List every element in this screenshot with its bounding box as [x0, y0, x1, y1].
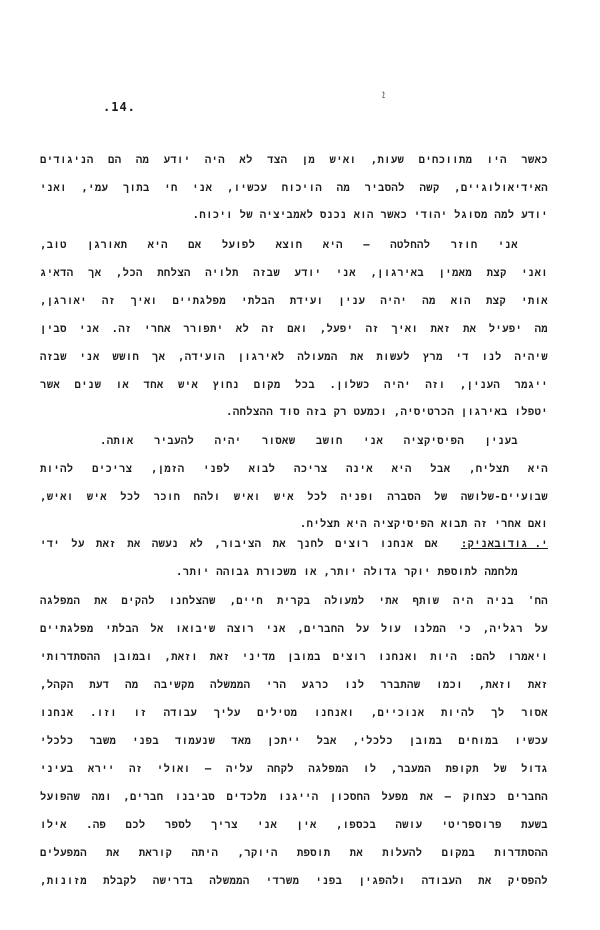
text-line: שבועיים-שלושה של הסברה ופניה לכל איש ואיש ולהח חוכר לכל איש ואיש,	[40, 491, 548, 503]
speaker-label: י. גודובאניק:	[460, 538, 548, 550]
corner-mark: ܐ	[382, 88, 386, 101]
text-line: ואני קצת מאמין באירגון, אני יודע שבזה תלויה הצלחת הכל, אך הדאיג	[40, 267, 548, 279]
text-line: יודע למה מסוגל יהודי כאשר הוא נכנס לאמביציה של ויכוח.	[192, 209, 548, 221]
text-line: ההסתדרות במקום להעלות את תוספת היוקר, היתה קוראת את המפעלים	[40, 847, 548, 859]
text-line: גדול של תקופת המעבר, לו המפלגה לקחה עליה – ואולי זה יירא בעיני	[40, 763, 548, 775]
text-line: הח' בניה היה שותף אתי למעולה בקרית חיים, שהצלחנו להקים את המפלגה	[40, 595, 548, 607]
text-line: אני חוזר להחלטה – היא חוצא לפועל אם היא תאורגן טוב,	[40, 239, 518, 251]
text-line: החברים כצחוק – את מפעל החסכון הייגנו מלכדים סביבנו חברים, ומה שהפועל	[40, 791, 548, 803]
text-line: אם אנחנו רוצים לחנך את הציבור, לא נעשה את זאת על ידי	[40, 538, 438, 550]
text-line: היא תצליח, אבל היא אינה צריכה לבוא לפני הזמן, צריכים להיות	[40, 463, 548, 475]
text-line: שיהיה לנו די מרץ לעשות את המעולה לאירגון הועידה, אך חושש אני שבזה	[40, 351, 548, 363]
text-line: עכשיו במוחים במובן כלכלי, אבל ייתכן מאד שנעמוד בפני משבר כלכלי	[40, 735, 548, 747]
text-line: זאת וזאת, וכמו שהתברר לנו כרגע הרי הממשלה מקשיבה מה דעת הקהל,	[40, 679, 548, 691]
text-line: ואם אחרי זה תבוא הפיסיקציה היא תצליח.	[299, 518, 548, 530]
text-line: מה יפעיל את זאת ואיך זה יפעל, ואם זה לא יתפורר אחרי זה. אני סבין	[40, 323, 548, 335]
text-line: האידיאולוגיים, קשה להסביר מה הויכוח עכשיו, אני חי בתוך עמי, ואני	[40, 182, 548, 194]
text-line: אותי קצת הוא מה יהיה ענין ועידת הבלתי מפלגתיים ואיך זה יאורגן,	[40, 295, 548, 307]
text-line: כאשר היו מתווכחים שעות, ואיש מן הצד לא היה יודע מה הם הניגודים	[40, 154, 548, 166]
text-line: בענין הפיסיקציה אני חושב שאסור יהיה להעביר אותה.	[100, 435, 518, 447]
text-line: מלחמה לתוספת יוקר גדולה יותר, או משכורת גבוהה יותר.	[176, 566, 518, 578]
text-line: להפסיק את העבודה ולהפגין בפני משרדי הממשלה בדרישה לקבלת מזונות,	[40, 875, 548, 887]
text-line: אסור לך להיות אנוכיים, ואנחנו מטילים עליך עבודה זו וזו. אנחנו	[40, 707, 548, 719]
text-line: יטפלו באירגון הכרטיסיה, וכמעט רק בזה סוד ההצלחה.	[226, 406, 548, 418]
text-line: על רגליה, כי המלנו עול על החברים, אני רוצה שיבואו אל הבלתי מפלגתיים	[40, 623, 548, 635]
text-line: בשעת פרוספריטי עושה בכספו, אין אני צריך לספר לכם פה. אילו	[40, 819, 548, 831]
text-line: ויאמרו להם: היות ואנחנו רוצים במובן מדיני זאת וזאת, ובמובן ההסתדרותי	[40, 651, 548, 663]
page-number: .14.	[103, 100, 136, 114]
text-line: ייגמר הענין, וזה יהיה כשלון. בכל מקום נחוץ איש אחד או שנים אשר	[40, 379, 548, 391]
